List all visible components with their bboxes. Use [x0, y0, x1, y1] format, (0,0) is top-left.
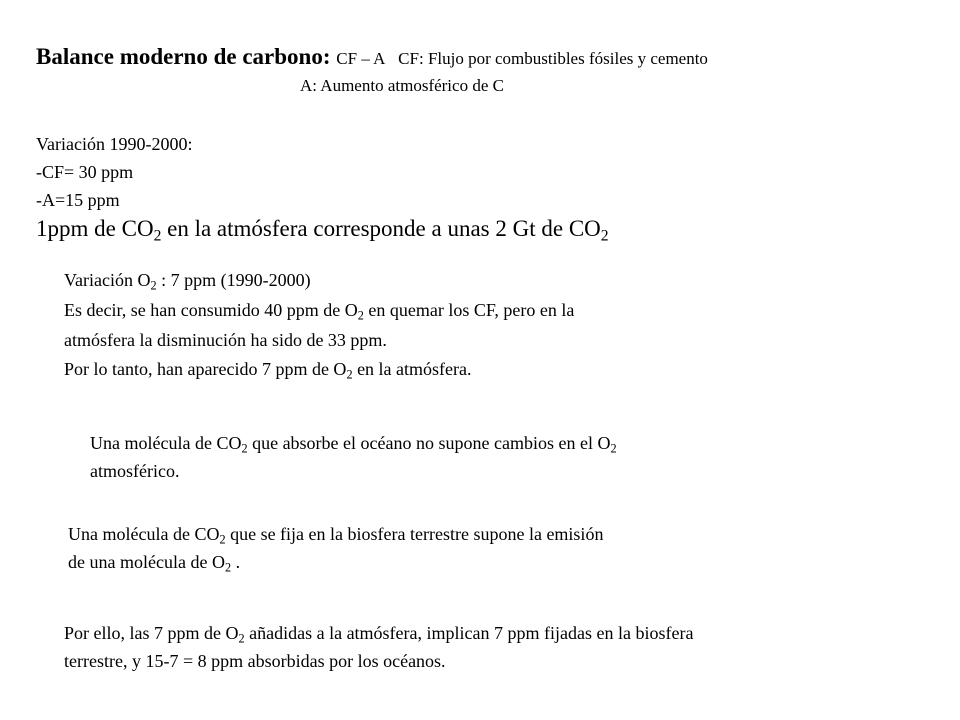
conclusion-line-2: terrestre, y 15-7 = 8 ppm absorbidas por los océanos.	[64, 651, 446, 671]
ocean-l1-sub-1: 2	[241, 441, 248, 456]
a-definition: A: Aumento atmosférico de C	[300, 76, 504, 95]
bio-l2-post: .	[231, 552, 241, 572]
co2-equivalence	[36, 216, 609, 245]
o2-variation	[64, 267, 311, 293]
bio-l1-pre: Una molécula de CO	[68, 524, 220, 544]
bio-l1-sub: 2	[219, 532, 226, 547]
conclusion-line-1	[64, 620, 693, 646]
bio-l2-sub: 2	[224, 560, 232, 575]
o2-l1-post: : 7 ppm (1990-2000)	[156, 270, 311, 290]
title-colon: :	[322, 44, 337, 69]
conc-l1-pre: Por ello, las 7 ppm de O	[64, 623, 239, 643]
o2-appeared	[64, 356, 472, 382]
ocean-line-2: atmosférico.	[90, 461, 180, 481]
conc-l1-post: añadidas a la atmósfera, implican 7 ppm fijadas en la biosfera	[244, 623, 694, 643]
o2-l1-sub: 2	[150, 278, 157, 293]
title-formula: CF – A	[336, 49, 386, 68]
variation-heading: Variación 1990-2000:	[36, 134, 193, 154]
variation-a: -A=15 ppm	[36, 190, 120, 210]
title-bold: Balance moderno de carbono	[36, 44, 323, 69]
ocean-line-1	[90, 430, 617, 456]
o2-l4-post: en la atmósfera.	[352, 359, 472, 379]
o2-l4-sub: 2	[346, 367, 353, 382]
biosphere-line-2	[68, 549, 240, 575]
o2-consumed	[64, 297, 574, 323]
o2-decrease: atmósfera la disminución ha sido de 33 ppm.	[64, 330, 387, 350]
equiv-pre: 1ppm de CO	[36, 216, 154, 241]
o2-l4-pre: Por lo tanto, han aparecido 7 ppm de O	[64, 359, 347, 379]
ocean-l1-sub-2: 2	[610, 441, 617, 456]
bio-l1-post: que se fija en la biosfera terrestre supone la emisión	[225, 524, 604, 544]
o2-l1-pre: Variación O	[64, 270, 151, 290]
cf-definition: CF: Flujo por combustibles fósiles y cemento	[398, 49, 708, 68]
bio-l2-pre: de una molécula de O	[68, 552, 225, 572]
ocean-l1-pre: Una molécula de CO	[90, 433, 242, 453]
o2-l2-post: en quemar los CF, pero en la	[363, 300, 575, 320]
equiv-sub-2: 2	[600, 227, 609, 245]
title-line	[36, 44, 708, 70]
o2-l2-sub: 2	[357, 308, 364, 323]
conc-l1-sub: 2	[238, 631, 245, 646]
equiv-sub-1: 2	[153, 227, 162, 245]
biosphere-line-1	[68, 521, 603, 547]
ocean-l1-mid: que absorbe el océano no supone cambios en el O	[247, 433, 611, 453]
o2-l2-pre: Es decir, se han consumido 40 ppm de O	[64, 300, 358, 320]
variation-cf: -CF= 30 ppm	[36, 162, 134, 182]
equiv-mid: en la atmósfera corresponde a unas 2 Gt de CO	[161, 216, 601, 241]
